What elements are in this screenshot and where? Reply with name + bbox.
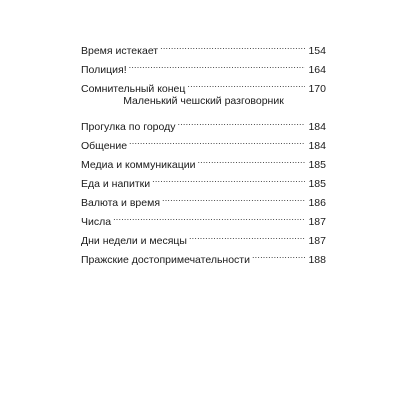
- dot-leader: [160, 35, 305, 54]
- table-of-contents: [81, 35, 326, 266]
- toc-entry-title: Общение: [81, 140, 128, 152]
- toc-entry-page: 184: [308, 140, 326, 152]
- dot-leader: [187, 73, 305, 92]
- toc-entry-page: 187: [308, 216, 326, 228]
- toc-entry-page: 164: [308, 64, 326, 76]
- section-heading: Маленький чешский разговорник: [123, 95, 284, 107]
- dot-leader: [252, 244, 305, 263]
- dot-leader: [129, 130, 305, 149]
- toc-entry-page: 184: [308, 121, 326, 133]
- toc-entry-title: Валюта и время: [81, 197, 161, 209]
- toc-entry: [81, 206, 326, 228]
- dot-leader: [178, 111, 306, 130]
- toc-entry-title: Полиция!: [81, 64, 127, 76]
- toc-entry-page: 186: [308, 197, 326, 209]
- toc-entry-title: Еда и напитки: [81, 178, 151, 190]
- toc-entry-title: Время истекает: [81, 45, 159, 57]
- toc-entry-page: 185: [308, 159, 326, 171]
- toc-entry-title: Дни недели и месяцы: [81, 235, 187, 247]
- toc-entry-page: 185: [308, 178, 326, 190]
- dot-leader: [162, 187, 305, 206]
- toc-entry-title: Числа: [81, 216, 112, 228]
- toc-entry: [81, 35, 326, 57]
- toc-entry-page: 154: [308, 45, 326, 57]
- dot-leader: [189, 225, 306, 244]
- toc-entry-page: 188: [308, 254, 326, 266]
- toc-entry-title: Прогулка по городу: [81, 121, 176, 133]
- toc-entry: [81, 225, 326, 247]
- toc-entry-title: Пражские достопримечательности: [81, 254, 250, 266]
- dot-leader: [113, 206, 305, 225]
- toc-entry: [81, 111, 326, 133]
- dot-leader: [152, 168, 305, 187]
- dot-leader: [197, 149, 305, 168]
- toc-entry-title: Сомнительный конец: [81, 83, 186, 95]
- toc-entry-page: 187: [308, 235, 326, 247]
- toc-entry-title: Медиа и коммуникации: [81, 159, 196, 171]
- toc-entry-page: 170: [308, 83, 326, 95]
- dot-leader: [129, 54, 306, 73]
